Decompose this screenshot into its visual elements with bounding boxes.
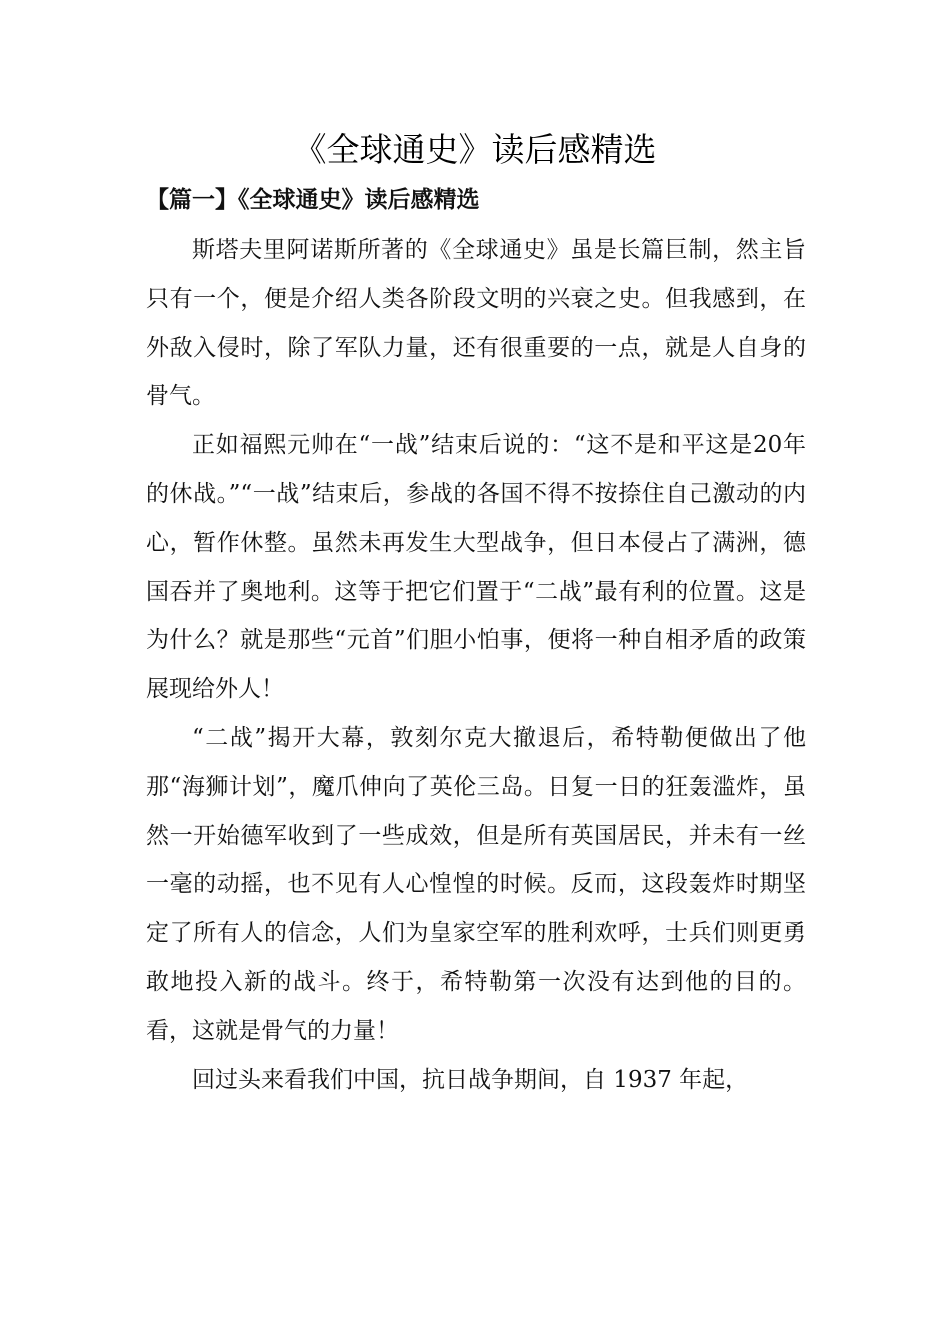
document-title: 《全球通史》读后感精选	[293, 130, 657, 169]
body-text	[146, 226, 806, 1104]
paragraph-3: “二战”揭开大幕，敦刻尔克大撤退后，希特勒便做出了他那“海狮计划”，魔爪伸向了英伦三岛。日复一日的狂轰滥炸，虽然一开始德军收到了一些成效，但是所有英国居民，并未有一丝一毫的动摇，也不见有人心惶惶的时候。反而，这段轰炸时期坚定了所有人的信念，人们为皇家空军的胜利欢呼，士兵们则更勇敢地投入新的战斗。终于，希特勒第一次没有达到他的目的。看，这就是骨气的力量！	[146, 724, 806, 1044]
paragraph-2: 正如福熙元帅在“一战”结束后说的：“这不是和平这是20年的休战。”“一战”结束后，参战的各国不得不按捺住自己激动的内心，暂作休整。虽然未再发生大型战争，但日本侵占了满洲，德国吞并了奥地利。这等于把它们置于“二战”最有利的位置。这是为什么？就是那些“元首”们胆小怕事，便将一种自相矛盾的政策展现给外人！	[146, 432, 806, 703]
paragraph-4: 回过头来看我们中国，抗日战争期间，自 1937 年起，	[192, 1066, 749, 1093]
section-heading: 【篇一】《全球通史》读后感精选	[146, 186, 480, 213]
paragraph-1: 斯塔夫里阿诺斯所著的《全球通史》虽是长篇巨制，然主旨只有一个，便是介绍人类各阶段文明的兴衰之史。但我感到，在外敌入侵时，除了军队力量，还有很重要的一点，就是人自身的骨气。	[146, 237, 806, 410]
